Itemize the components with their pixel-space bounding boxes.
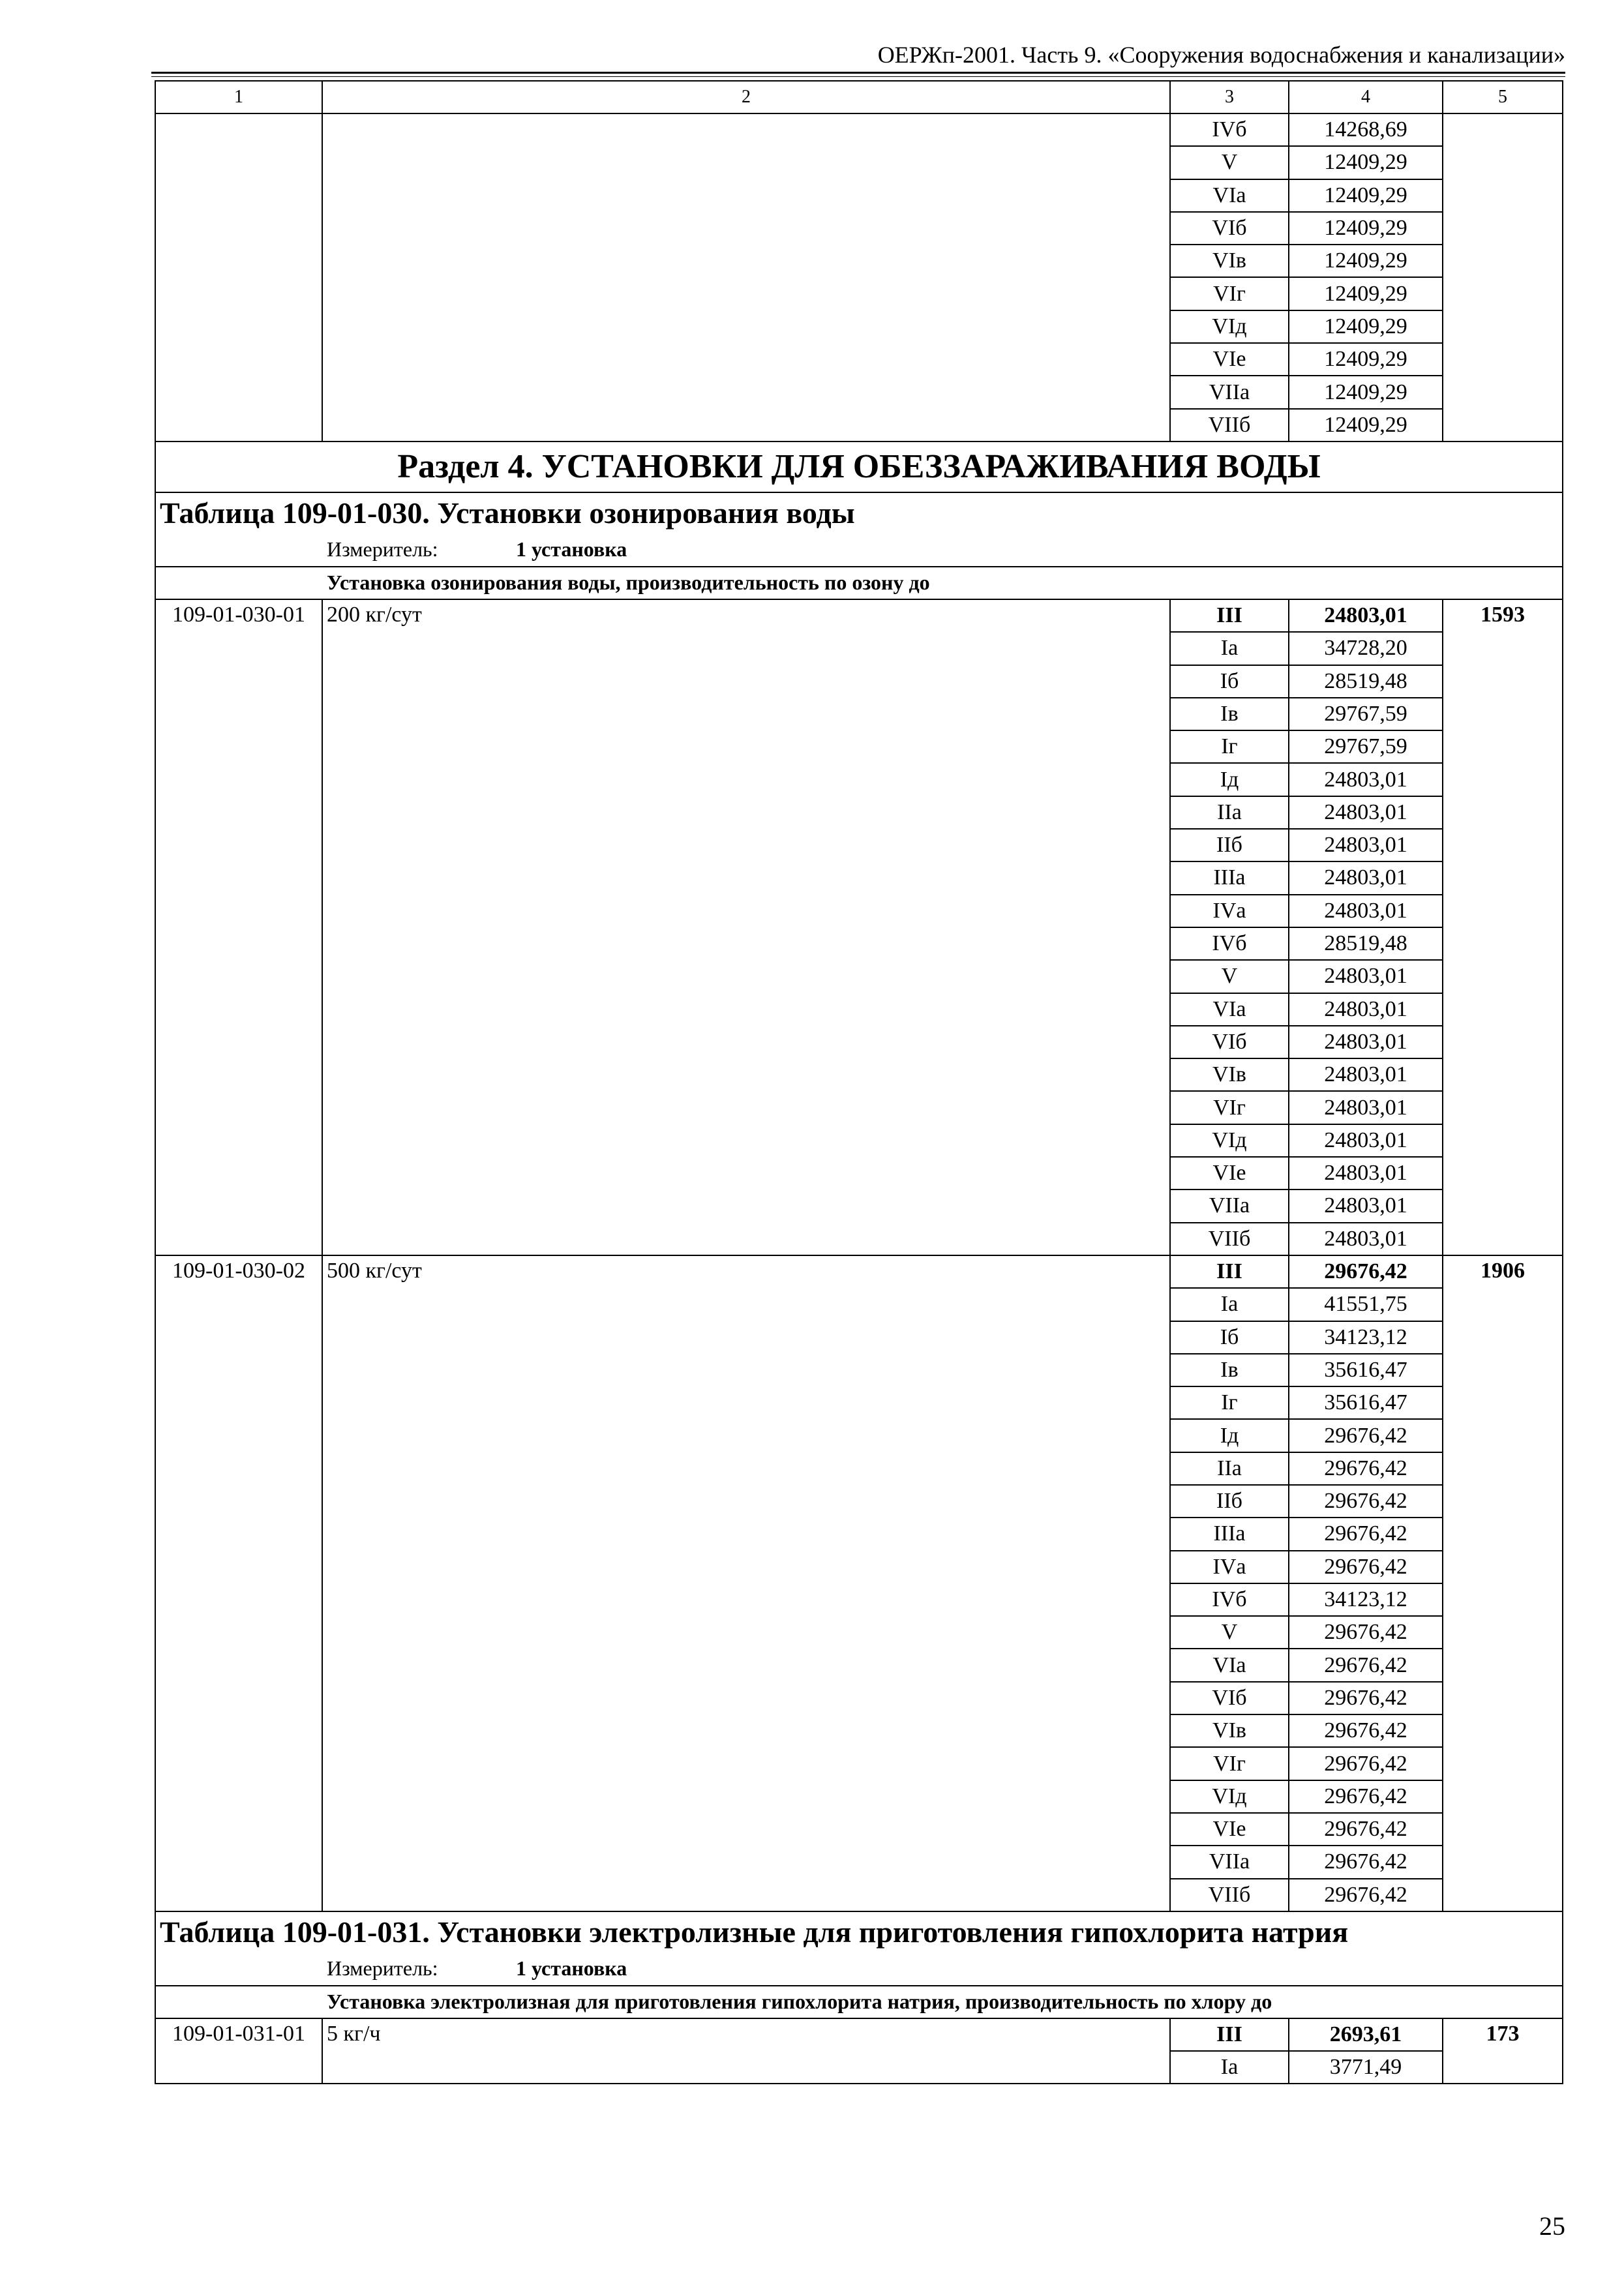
value-cell: 12409,29 <box>1289 310 1443 343</box>
value-cell: 12409,29 <box>1289 179 1443 212</box>
zone-cell: V <box>1170 960 1289 993</box>
subheading-row <box>155 567 1563 599</box>
item-quantity: 1906 <box>1443 1255 1563 1911</box>
zone-cell: Iв <box>1170 698 1289 730</box>
zone-cell: Iа <box>1170 1288 1289 1321</box>
zone-cell: VIд <box>1170 1780 1289 1813</box>
table-title: Таблица 109-01-031. Установки электролизные для приготовления гипохлорита натрия <box>155 1911 1563 1952</box>
zone-cell: VIа <box>1170 993 1289 1026</box>
value-cell: 29676,42 <box>1289 1682 1443 1714</box>
zone-cell: V <box>1170 1616 1289 1649</box>
zone-cell: Iд <box>1170 763 1289 796</box>
zone-cell: VIг <box>1170 1747 1289 1780</box>
zone-cell: III <box>1170 2018 1289 2051</box>
measure-value: 1 установка <box>516 537 627 561</box>
subheading: Установка озонирования воды, производительность по озону до <box>155 567 1563 599</box>
value-cell: 24803,01 <box>1289 763 1443 796</box>
zone-cell: IIб <box>1170 829 1289 861</box>
zone-cell: Iд <box>1170 1419 1289 1452</box>
value-cell: 24803,01 <box>1289 1223 1443 1255</box>
item-name <box>322 113 1170 441</box>
zone-cell: VIа <box>1170 1649 1289 1681</box>
value-cell: 28519,48 <box>1289 665 1443 698</box>
table-row <box>155 113 1563 146</box>
measure-label: Измеритель: <box>327 1956 438 1980</box>
value-cell: 34123,12 <box>1289 1583 1443 1616</box>
zone-cell: IIа <box>1170 1452 1289 1485</box>
value-cell: 29676,42 <box>1289 1846 1443 1878</box>
item-code: 109-01-031-01 <box>155 2018 322 2084</box>
value-cell: 3771,49 <box>1289 2051 1443 2084</box>
item-quantity: 1593 <box>1443 599 1563 1255</box>
zone-cell: VIIа <box>1170 1846 1289 1878</box>
value-cell: 12409,29 <box>1289 277 1443 310</box>
zone-cell: VIIб <box>1170 409 1289 441</box>
value-cell: 29676,42 <box>1289 1485 1443 1518</box>
zone-cell: VIв <box>1170 245 1289 277</box>
value-cell: 12409,29 <box>1289 343 1443 376</box>
zone-cell: Iг <box>1170 730 1289 763</box>
value-cell: 35616,47 <box>1289 1386 1443 1419</box>
value-cell: 24803,01 <box>1289 1058 1443 1091</box>
item-name: 200 кг/сут <box>322 599 1170 1255</box>
value-cell: 29676,42 <box>1289 1813 1443 1846</box>
value-cell: 24803,01 <box>1289 1189 1443 1222</box>
item-quantity: 173 <box>1443 2018 1563 2084</box>
zone-cell: VIг <box>1170 277 1289 310</box>
value-cell: 29767,59 <box>1289 698 1443 730</box>
value-cell: 12409,29 <box>1289 146 1443 179</box>
value-cell: 29676,42 <box>1289 1649 1443 1681</box>
value-cell: 24803,01 <box>1289 895 1443 927</box>
column-number-row <box>155 81 1563 113</box>
zone-cell: VIб <box>1170 212 1289 245</box>
value-cell: 28519,48 <box>1289 927 1443 960</box>
item-code <box>155 113 322 441</box>
zone-cell: VIIб <box>1170 1223 1289 1255</box>
item-quantity <box>1443 113 1563 441</box>
value-cell: 12409,29 <box>1289 409 1443 441</box>
value-cell: 34123,12 <box>1289 1321 1443 1354</box>
value-cell: 35616,47 <box>1289 1354 1443 1386</box>
zone-cell: IIб <box>1170 1485 1289 1518</box>
running-header: ОЕРЖп-2001. Часть 9. «Сооружения водоснабжения и канализации» <box>877 42 1565 68</box>
value-cell: 41551,75 <box>1289 1288 1443 1321</box>
item-name: 500 кг/сут <box>322 1255 1170 1911</box>
value-cell: 34728,20 <box>1289 632 1443 665</box>
zone-cell: VIб <box>1170 1682 1289 1714</box>
section-row <box>155 441 1563 492</box>
section-title: Раздел 4. УСТАНОВКИ ДЛЯ ОБЕЗЗАРАЖИВАНИЯ ВОДЫ <box>155 441 1563 492</box>
value-cell: 29676,42 <box>1289 1419 1443 1452</box>
zone-cell: IIIа <box>1170 861 1289 894</box>
zone-cell: V <box>1170 146 1289 179</box>
zone-cell: VIIа <box>1170 1189 1289 1222</box>
value-cell: 24803,01 <box>1289 1124 1443 1157</box>
zone-cell: IVб <box>1170 113 1289 146</box>
subheading: Установка электролизная для приготовления гипохлорита натрия, производительность по хлору до <box>155 1986 1563 2018</box>
zone-cell: IIа <box>1170 796 1289 829</box>
item-code: 109-01-030-02 <box>155 1255 322 1911</box>
value-cell: 24803,01 <box>1289 993 1443 1026</box>
value-cell: 24803,01 <box>1289 1157 1443 1189</box>
item-name: 5 кг/ч <box>322 2018 1170 2084</box>
zone-cell: IVа <box>1170 1551 1289 1583</box>
zone-cell: VIб <box>1170 1026 1289 1058</box>
zone-cell: Iв <box>1170 1354 1289 1386</box>
zone-cell: Iб <box>1170 665 1289 698</box>
zone-cell: VIд <box>1170 310 1289 343</box>
value-cell: 24803,01 <box>1289 829 1443 861</box>
column-number: 2 <box>322 81 1170 113</box>
value-cell: 29676,42 <box>1289 1616 1443 1649</box>
table-title: Таблица 109-01-030. Установки озонирования воды <box>155 492 1563 533</box>
value-cell: 24803,01 <box>1289 861 1443 894</box>
table-row <box>155 1255 1563 1288</box>
measure-row <box>155 1952 1563 1986</box>
zone-cell: IVб <box>1170 927 1289 960</box>
value-cell: 24803,01 <box>1289 1026 1443 1058</box>
subheading-row <box>155 1986 1563 2018</box>
table-row <box>155 599 1563 632</box>
value-cell: 24803,01 <box>1289 1091 1443 1124</box>
measure-value: 1 установка <box>516 1956 627 1980</box>
value-cell: 24803,01 <box>1289 960 1443 993</box>
value-cell: 12409,29 <box>1289 376 1443 408</box>
zone-cell: VIв <box>1170 1714 1289 1747</box>
zone-cell: VIе <box>1170 1157 1289 1189</box>
table-row <box>155 2018 1563 2051</box>
zone-cell: IIIа <box>1170 1518 1289 1550</box>
value-cell: 12409,29 <box>1289 212 1443 245</box>
zone-cell: VIе <box>1170 343 1289 376</box>
zone-cell: IVб <box>1170 1583 1289 1616</box>
zone-cell: VIе <box>1170 1813 1289 1846</box>
zone-cell: VIIа <box>1170 376 1289 408</box>
zone-cell: Iг <box>1170 1386 1289 1419</box>
table-title-row <box>155 1911 1563 1952</box>
value-cell: 29767,59 <box>1289 730 1443 763</box>
measure-label: Измеритель: <box>327 537 438 561</box>
zone-cell: Iб <box>1170 1321 1289 1354</box>
page-number: 25 <box>1539 2211 1565 2241</box>
zone-cell: VIв <box>1170 1058 1289 1091</box>
price-table-body <box>155 81 1563 2084</box>
value-cell: 29676,42 <box>1289 1780 1443 1813</box>
price-table <box>155 80 1563 2084</box>
column-number: 1 <box>155 81 322 113</box>
zone-cell: IVа <box>1170 895 1289 927</box>
zone-cell: VIа <box>1170 179 1289 212</box>
zone-cell: III <box>1170 1255 1289 1288</box>
measure-row <box>155 533 1563 567</box>
column-number: 3 <box>1170 81 1289 113</box>
header-rule-thick <box>151 72 1565 74</box>
column-number: 4 <box>1289 81 1443 113</box>
value-cell: 29676,42 <box>1289 1551 1443 1583</box>
measure-cell <box>155 1952 1563 1986</box>
item-code: 109-01-030-01 <box>155 599 322 1255</box>
column-number: 5 <box>1443 81 1563 113</box>
value-cell: 29676,42 <box>1289 1714 1443 1747</box>
value-cell: 29676,42 <box>1289 1879 1443 1911</box>
value-cell: 24803,01 <box>1289 599 1443 632</box>
value-cell: 29676,42 <box>1289 1255 1443 1288</box>
value-cell: 2693,61 <box>1289 2018 1443 2051</box>
value-cell: 29676,42 <box>1289 1747 1443 1780</box>
value-cell: 12409,29 <box>1289 245 1443 277</box>
value-cell: 14268,69 <box>1289 113 1443 146</box>
zone-cell: VIд <box>1170 1124 1289 1157</box>
value-cell: 29676,42 <box>1289 1518 1443 1550</box>
zone-cell: VIг <box>1170 1091 1289 1124</box>
measure-cell <box>155 533 1563 567</box>
header-rule-thin <box>151 76 1565 77</box>
zone-cell: Iа <box>1170 2051 1289 2084</box>
zone-cell: Iа <box>1170 632 1289 665</box>
zone-cell: III <box>1170 599 1289 632</box>
zone-cell: VIIб <box>1170 1879 1289 1911</box>
table-title-row <box>155 492 1563 533</box>
value-cell: 24803,01 <box>1289 796 1443 829</box>
value-cell: 29676,42 <box>1289 1452 1443 1485</box>
